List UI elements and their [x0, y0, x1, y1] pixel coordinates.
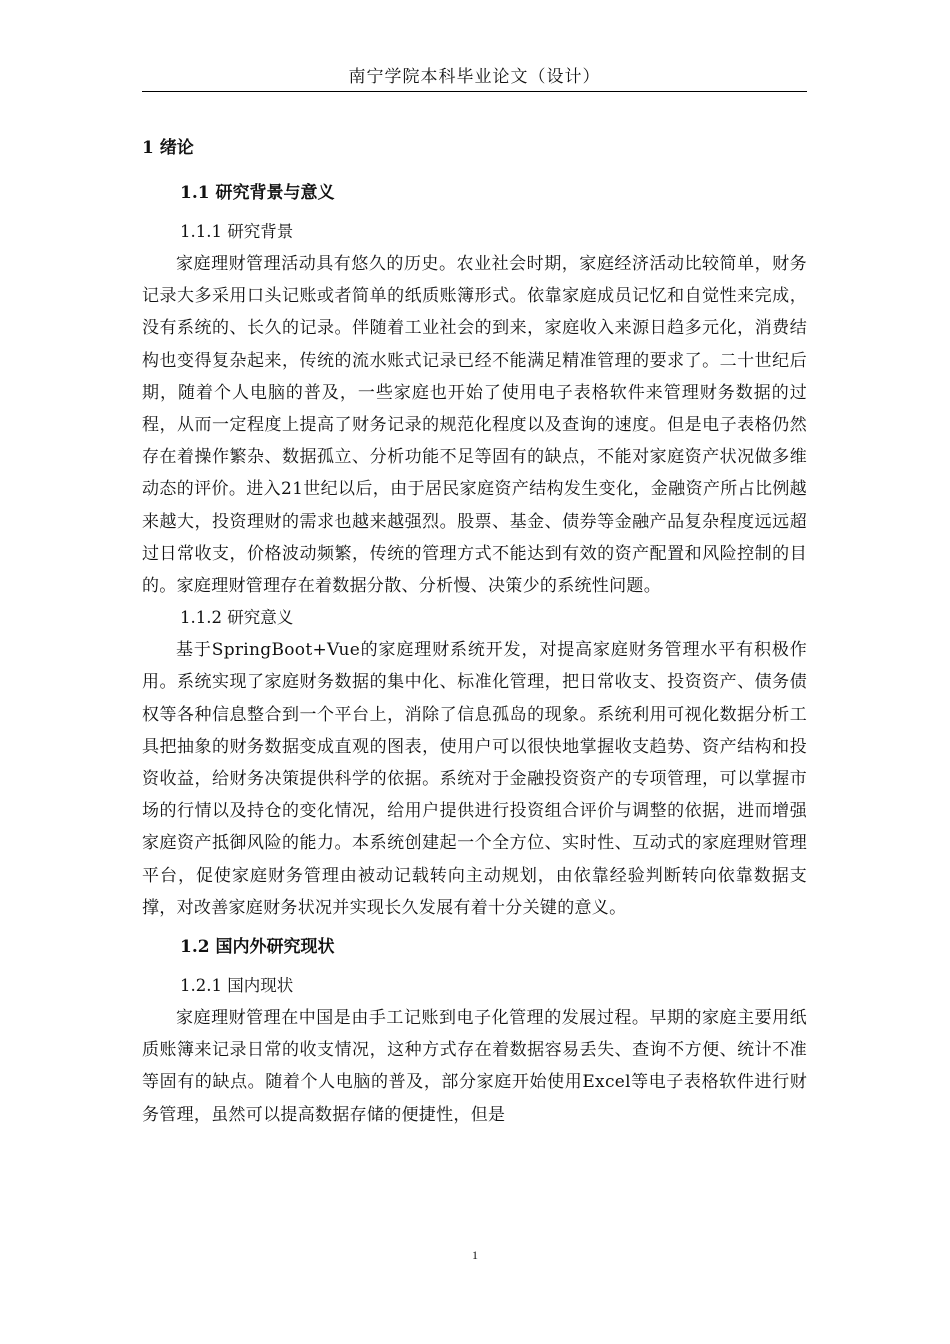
- paragraph-research-background: 家庭理财管理活动具有悠久的历史。农业社会时期，家庭经济活动比较简单，财务记录大多采用口头记账或者简单的纸质账簿形式。依靠家庭成员记忆和自觉性来完成，没有系统的、长久的记录。伴随着工业社会的到来，家庭收入来源日趋多元化，消费结构也变得复杂起来，传统的流水账式记录已经不能满足精准管理的要求了。二十世纪后期，随着个人电脑的普及，一些家庭也开始了使用电子表格软件来管理财务数据的过程，从而一定程度上提高了财务记录的规范化程度以及查询的速度。但是电子表格仍然存在着操作繁杂、数据孤立、分析功能不足等固有的缺点，不能对家庭资产状况做多维动态的评价。进入21世纪以后，由于居民家庭资产结构发生变化，金融资产所占比例越来越大，投资理财的需求也越来越强烈。股票、基金、债券等金融产品复杂程度远远超过日常收支，价格波动频繁，传统的管理方式不能达到有效的资产配置和风险控制的目的。家庭理财管理存在着数据分散、分析慢、决策少的系统性问题。: [142, 254, 807, 597]
- subsection-title-1-2-1: 1.2.1 国内现状: [180, 976, 294, 996]
- running-header: 南宁学院本科毕业论文（设计）: [142, 64, 807, 92]
- paragraph-domestic-status: 家庭理财管理在中国是由手工记账到电子化管理的发展过程。早期的家庭主要用纸质账簿来记录日常的收支情况，这种方式存在着数据容易丢失、查询不方便、统计不准等固有的缺点。随着个人电脑的普及，部分家庭开始使用Excel等电子表格软件进行财务管理，虽然可以提高数据存储的便捷性，但是: [142, 1008, 807, 1125]
- subsection-title-1-1-1: 1.1.1 研究背景: [180, 222, 294, 241]
- section-title-1-1: 1.1 研究背景与意义: [180, 183, 335, 203]
- chapter-title: 1 绪论: [142, 138, 194, 158]
- page-number: 1: [472, 1248, 478, 1262]
- subsection-title-1-1-2: 1.1.2 研究意义: [180, 608, 294, 628]
- paragraph-research-significance: 基于SpringBoot+Vue的家庭理财系统开发，对提高家庭财务管理水平有积极作用。系统实现了家庭财务数据的集中化、标准化管理，把日常收支、投资资产、债务债权等各种信息整合到一个平台上，消除了信息孤岛的现象。系统利用可视化数据分析工具把抽象的财务数据变成直观的图表，使用户可以很快地掌握收支趋势、资产结构和投资收益，给财务决策提供科学的依据。系统对于金融投资资产的专项管理，可以掌握市场的行情以及持仓的变化情况，给用户提供进行投资组合评价与调整的依据，进而增强家庭资产抵御风险的能力。本系统创建起一个全方位、实时性、互动式的家庭理财管理平台，促使家庭财务管理由被动记载转向主动规划，由依靠经验判断转向依靠数据支撑，对改善家庭财务状况并实现长久发展有着十分关键的意义。: [142, 640, 807, 918]
- section-title-1-2: 1.2 国内外研究现状: [180, 937, 335, 958]
- document-body: [142, 126, 807, 1131]
